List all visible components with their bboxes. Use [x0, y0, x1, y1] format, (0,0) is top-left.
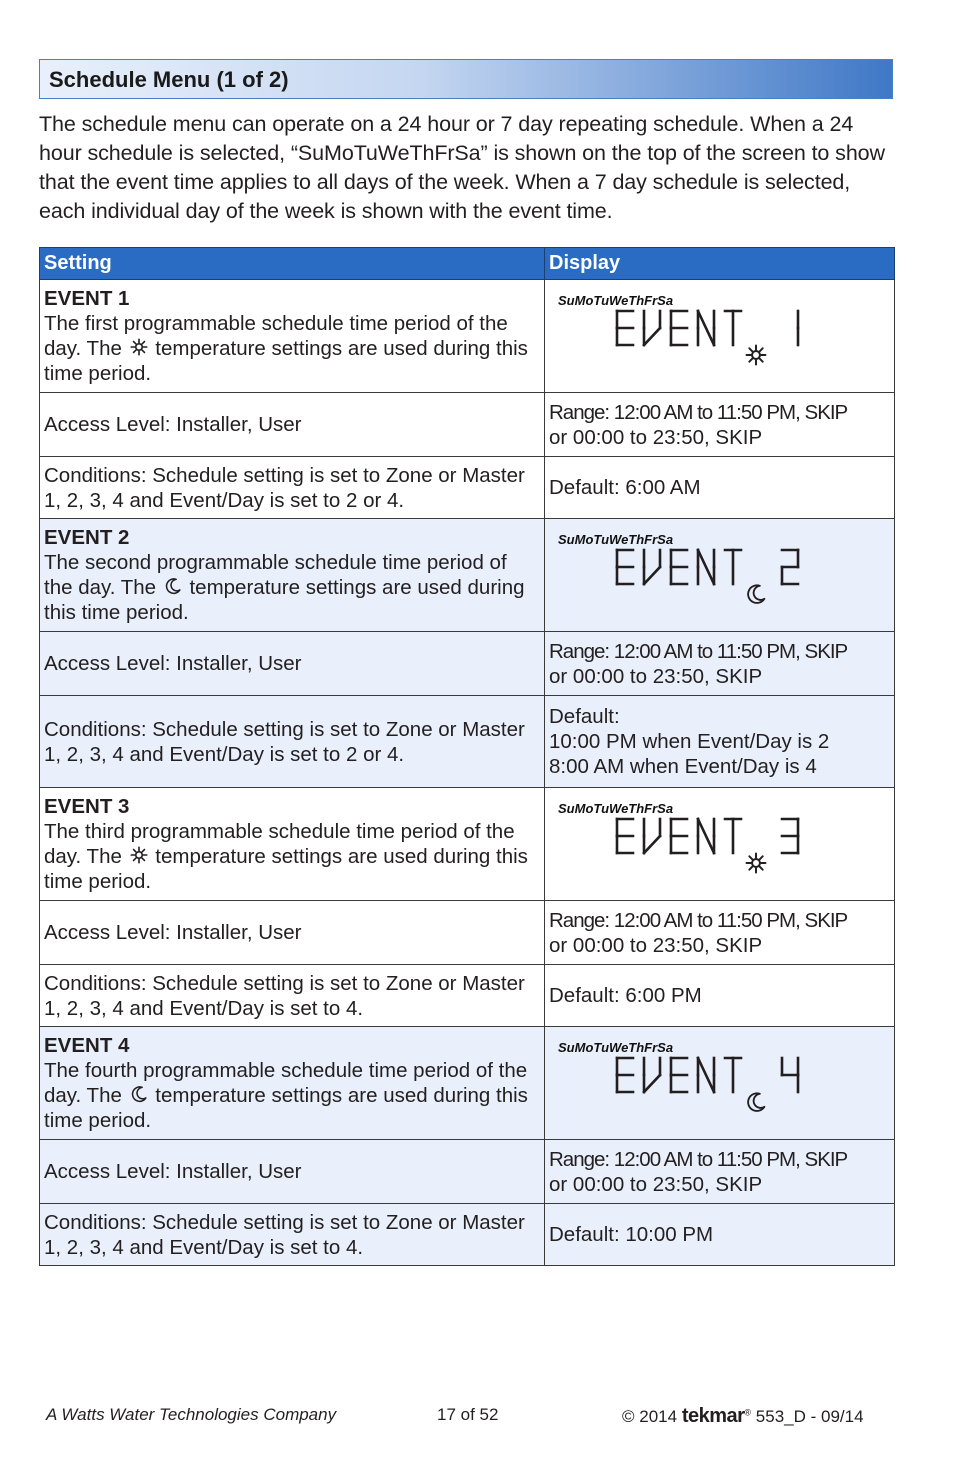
sun-icon [745, 344, 767, 372]
event-description-cell [40, 788, 545, 901]
event-desc-after: temperature settings are used during this time period. [44, 576, 525, 624]
event-desc-before: The first programmable schedule time period of the day. The [44, 312, 508, 360]
range-line-1: Range: 12:00 AM to 11:50 PM, SKIP [549, 639, 848, 663]
days-indicator: SuMoTuWeThFrSa [558, 801, 674, 816]
lcd-display [615, 1056, 813, 1102]
default-cell [545, 1204, 895, 1266]
event-desc-after: temperature settings are used during this time period. [44, 337, 528, 385]
event-desc-after: temperature settings are used during this time period. [44, 845, 528, 893]
range-line-2: or 00:00 to 23:50, SKIP [549, 664, 763, 688]
event-desc-after: temperature settings are used during this time period. [44, 1084, 528, 1132]
header-setting: Setting [40, 248, 545, 280]
conditions: Conditions: Schedule setting is set to Zone or Master 1, 2, 3, 4 and Event/Day is set to 2 or 4. [40, 696, 545, 788]
event-title: EVENT 1 [44, 287, 130, 310]
moon-icon [164, 576, 182, 594]
range-line-1: Range: 12:00 AM to 11:50 PM, SKIP [549, 400, 848, 424]
footer-page-number: 17 of 52 [437, 1405, 499, 1424]
days-indicator: SuMoTuWeThFrSa [558, 532, 674, 547]
moon-icon [745, 583, 767, 611]
moon-icon [130, 1084, 148, 1102]
access-level: Access Level: Installer, User [40, 1140, 545, 1204]
footer-doc-code: 553_D - 09/14 [755, 1407, 864, 1426]
section-header [39, 59, 893, 99]
range-line-2: or 00:00 to 23:50, SKIP [549, 425, 763, 449]
event-row [40, 519, 895, 632]
range-line-1: Range: 12:00 AM to 11:50 PM, SKIP [549, 1147, 848, 1171]
days-indicator: SuMoTuWeThFrSa [558, 293, 674, 308]
default-cell [545, 965, 895, 1027]
event-row [40, 788, 895, 901]
access-level: Access Level: Installer, User [40, 901, 545, 965]
access-level: Access Level: Installer, User [40, 393, 545, 457]
lcd-display [615, 817, 813, 863]
access-row [40, 1140, 895, 1204]
conditions-row [40, 965, 895, 1027]
default-line: 8:00 AM when Event/Day is 4 [549, 755, 817, 778]
footer-company: A Watts Water Technologies Company [46, 1405, 337, 1424]
event-description-cell [40, 519, 545, 632]
access-row [40, 632, 895, 696]
range-line-2: or 00:00 to 23:50, SKIP [549, 1172, 763, 1196]
range-line-1: Range: 12:00 AM to 11:50 PM, SKIP [549, 908, 848, 932]
default-line: Default: 10:00 PM [549, 1223, 714, 1246]
event-title: EVENT 3 [44, 795, 130, 818]
section-title: Schedule Menu (1 of 2) [49, 67, 289, 92]
footer-right [622, 1405, 864, 1428]
access-level: Access Level: Installer, User [40, 632, 545, 696]
default-line: 10:00 PM when Event/Day is 2 [549, 730, 830, 753]
event-description-cell [40, 280, 545, 393]
conditions: Conditions: Schedule setting is set to Zone or Master 1, 2, 3, 4 and Event/Day is set to 2 or 4. [40, 457, 545, 519]
intro-paragraph: The schedule menu can operate on a 24 hour or 7 day repeating schedule. When a 24 hour schedule is selected, “SuMoTuWeThFrSa” is shown on the top of the screen to show that the event time applies to all days of the week. When a 7 day schedule is selected, each individual day of the week is shown with the event time. [39, 112, 885, 223]
conditions: Conditions: Schedule setting is set to Zone or Master 1, 2, 3, 4 and Event/Day is set to 4. [40, 1204, 545, 1266]
conditions: Conditions: Schedule setting is set to Zone or Master 1, 2, 3, 4 and Event/Day is set to 4. [40, 965, 545, 1027]
days-indicator: SuMoTuWeThFrSa [558, 1040, 674, 1055]
access-row [40, 901, 895, 965]
event-title: EVENT 4 [44, 1034, 130, 1057]
sun-icon [130, 845, 148, 863]
range-cell [545, 1140, 895, 1204]
default-line: Default: [549, 705, 620, 728]
conditions-row [40, 1204, 895, 1266]
event-description-cell [40, 1027, 545, 1140]
event-desc-before: The third programmable schedule time period of the day. The [44, 820, 515, 868]
event-row [40, 280, 895, 393]
footer-copyright: © 2014 [622, 1407, 678, 1426]
sun-icon [130, 337, 148, 355]
lcd-display [615, 309, 813, 355]
schedule-table [39, 247, 895, 1266]
access-row [40, 393, 895, 457]
default-line: Default: 6:00 AM [549, 476, 701, 499]
event-display-cell [545, 788, 895, 901]
range-cell [545, 632, 895, 696]
default-line: Default: 6:00 PM [549, 984, 702, 1007]
event-desc-before: The second programmable schedule time period of the day. The [44, 551, 507, 599]
moon-icon [745, 1091, 767, 1119]
range-line-2: or 00:00 to 23:50, SKIP [549, 933, 763, 957]
conditions-row [40, 457, 895, 519]
range-cell [545, 901, 895, 965]
event-display-cell [545, 519, 895, 632]
event-desc-before: The fourth programmable schedule time period of the day. The [44, 1059, 528, 1107]
event-display-cell [545, 1027, 895, 1140]
default-cell [545, 457, 895, 519]
registered-mark: ® [744, 1407, 752, 1418]
brand-logo: tekmar [681, 1405, 745, 1427]
sun-icon [745, 852, 767, 880]
default-cell [545, 696, 895, 788]
range-cell [545, 393, 895, 457]
header-display: Display [545, 248, 895, 280]
event-title: EVENT 2 [44, 526, 130, 549]
event-row [40, 1027, 895, 1140]
lcd-display [615, 548, 813, 594]
conditions-row [40, 696, 895, 788]
event-display-cell [545, 280, 895, 393]
